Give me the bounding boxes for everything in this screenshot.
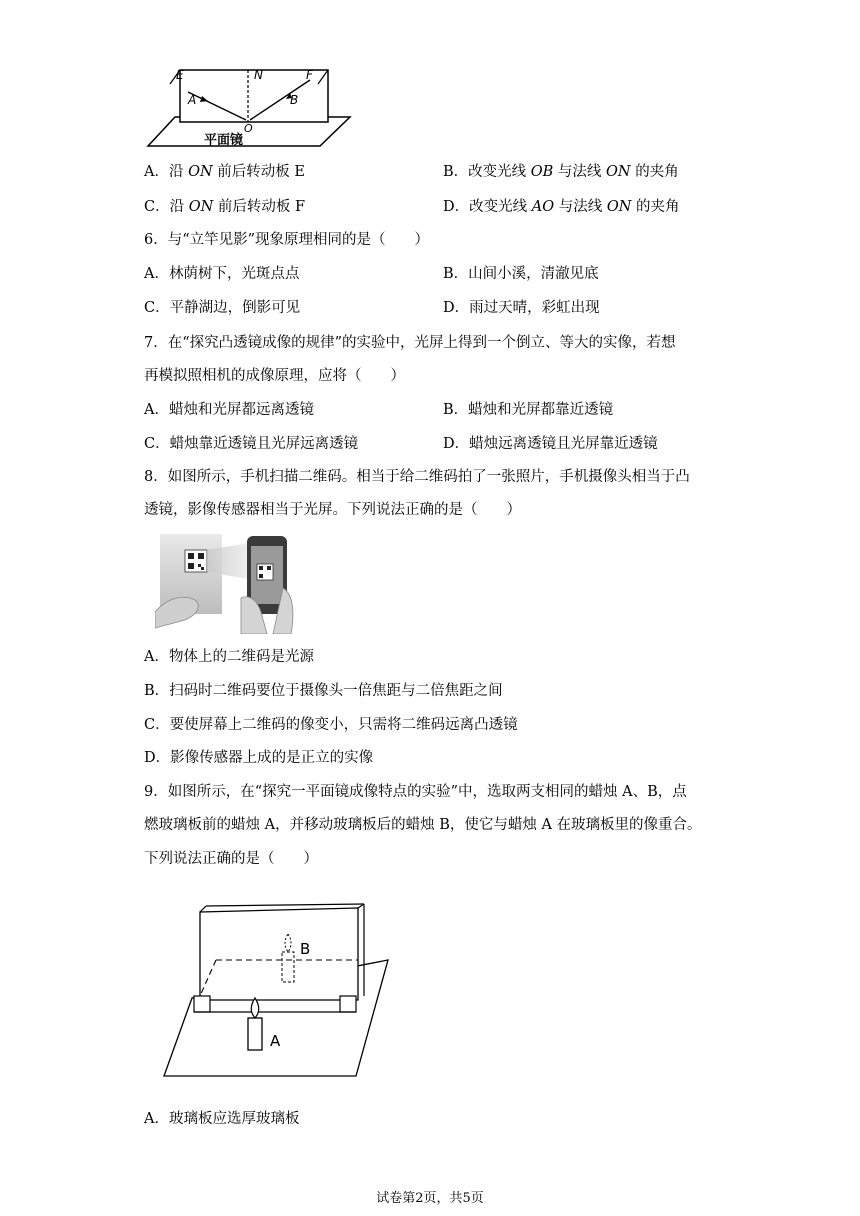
- q7-option-b: B．蜡烛和光屏都靠近透镜: [443, 402, 614, 418]
- q7-stem-line-1: 7．在“探究凸透镜成像的规律”的实验中，光屏上得到一个倒立、等大的实像，若想: [144, 335, 676, 351]
- q7-option-a: A．蜡烛和光屏都远离透镜: [144, 402, 314, 418]
- label-e: E: [176, 68, 184, 82]
- q8-option-c: C．要使屏幕上二维码的像变小，只需将二维码远离凸透镜: [144, 717, 518, 733]
- q8-stem-line-1: 8．如图所示，手机扫描二维码。相当于给二维码拍了一张照片，手机摄像头相当于凸: [144, 469, 690, 485]
- q5-option-d: D．改变光线 AO 与法线 ON 的夹角: [443, 199, 680, 215]
- page-footer: 试卷第2页，共5页: [376, 1191, 484, 1206]
- q7-option-c: C．蜡烛靠近透镜且光屏远离透镜: [144, 436, 359, 452]
- q7-stem-line-2: 再模拟照相机的成像原理，应将（ ）: [144, 368, 405, 384]
- q6-option-a: A．林荫树下，光斑点点: [144, 266, 300, 282]
- q9-stem-line-2: 燃玻璃板前的蜡烛 A，并移动玻璃板后的蜡烛 B，使它与蜡烛 A 在玻璃板里的像重合。: [144, 817, 702, 833]
- mirror-caption: 平面镜: [204, 133, 244, 148]
- label-b: B: [290, 93, 299, 107]
- q6-option-d: D．雨过天晴，彩虹出现: [443, 300, 600, 316]
- q5-option-b: B．改变光线 OB 与法线 ON 的夹角: [443, 164, 679, 180]
- q6-option-c: C．平静湖边，倒影可见: [144, 300, 301, 316]
- q9-stem-line-1: 9．如图所示，在“探究一平面镜成像特点的实验”中，选取两支相同的蜡烛 A、B，点: [144, 784, 687, 800]
- candle-mirror-figure: [160, 900, 392, 1080]
- label-o: O: [244, 122, 253, 135]
- reflection-figure: [140, 62, 355, 150]
- candle-b-label: B: [300, 940, 311, 958]
- q8-option-a: A．物体上的二维码是光源: [144, 649, 314, 665]
- label-a: A: [188, 93, 197, 107]
- candle-a-label: A: [270, 1032, 281, 1050]
- q8-stem-line-2: 透镜，影像传感器相当于光屏。下列说法正确的是（ ）: [144, 502, 521, 518]
- q6-option-b: B．山间小溪，清澈见底: [443, 266, 599, 282]
- q7-option-d: D．蜡烛远离透镜且光屏靠近透镜: [443, 436, 658, 452]
- qr-scan-figure: [155, 528, 295, 634]
- q8-option-b: B．扫码时二维码要位于摄像头一倍焦距与二倍焦距之间: [144, 683, 503, 699]
- label-n: N: [254, 68, 263, 82]
- q5-option-a: A．沿 ON 前后转动板 E: [144, 164, 305, 180]
- q5-option-c: C．沿 ON 前后转动板 F: [144, 199, 306, 215]
- q6-stem: 6．与“立竿见影”现象原理相同的是（ ）: [144, 232, 430, 248]
- q9-stem-line-3: 下列说法正确的是（ ）: [144, 851, 318, 867]
- q9-option-a: A．玻璃板应选厚玻璃板: [144, 1111, 300, 1127]
- q8-option-d: D．影像传感器上成的是正立的实像: [144, 750, 374, 766]
- label-f: F: [306, 68, 313, 82]
